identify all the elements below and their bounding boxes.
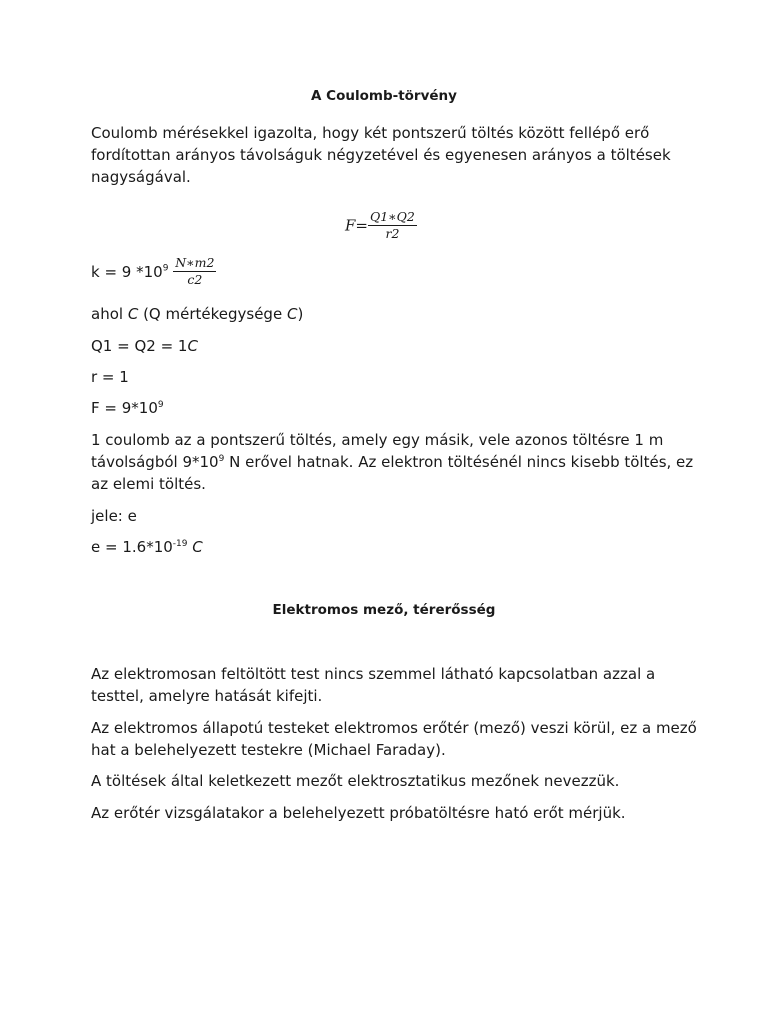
- ahol-pre: ahol: [91, 305, 128, 323]
- f-line: [91, 399, 164, 417]
- intro-line-2: fordítottan arányos távolságuk négyzetével és egyenesen arányos a töltések: [91, 146, 671, 164]
- intro-line-3: nagyságával.: [91, 168, 191, 186]
- formula-lhs: F=: [345, 216, 368, 235]
- ahol-unit-c2: C: [286, 305, 298, 323]
- ahol-mid: (Q mértékegysége: [138, 305, 287, 323]
- q-line: [91, 337, 198, 355]
- e-text: e = 1.6*10: [91, 538, 173, 556]
- p1-line-2: testtel, amelyre hatását kifejti.: [91, 687, 323, 705]
- intro-line-1: Coulomb mérésekkel igazolta, hogy két pontszerű töltés között fellépő erő: [91, 124, 650, 142]
- coulomb-def-line-1: 1 coulomb az a pontszerű töltés, amely egy másik, vele azonos töltésre 1 m: [91, 431, 664, 449]
- p4-line: Az erőtér vizsgálatakor a belehelyezett próbatöltésre ható erőt mérjük.: [91, 804, 626, 822]
- f-text: F = 9*10: [91, 399, 158, 417]
- p2-line-1: Az elektromos állapotú testeket elektromos erőtér (mező) veszi körül, ez a mező: [91, 719, 697, 737]
- formula-numerator: Q1∗Q2: [368, 210, 417, 226]
- coulomb-def-line-3: az elemi töltés.: [91, 475, 206, 493]
- ahol-line: [91, 305, 303, 323]
- def-l2b: N erővel hatnak. Az elektron töltésénél nincs kisebb töltés, ez: [224, 453, 694, 471]
- e-exponent: -19: [172, 539, 188, 549]
- p2-line-2: hat a belehelyezett testekre (Michael Faraday).: [91, 741, 446, 759]
- p3-line: A töltések által keletkezett mezőt elektrosztatikus mezőnek nevezzük.: [91, 772, 620, 790]
- formula-denominator: r2: [385, 226, 400, 242]
- def-l2a: távolságból 9*10: [91, 453, 219, 471]
- jele-line: jele: e: [91, 507, 137, 525]
- q-text: Q1 = Q2 = 1: [91, 337, 188, 355]
- ahol-unit-c1: C: [127, 305, 139, 323]
- k-prefix: k = 9 *10: [91, 262, 163, 281]
- r-line: r = 1: [91, 368, 129, 386]
- def-l2-exponent: 9: [218, 454, 225, 464]
- p1-line-1: Az elektromosan feltöltött test nincs szemmel látható kapcsolatban azzal a: [91, 665, 656, 683]
- k-unit-fraction: [173, 256, 216, 288]
- coulomb-def-line-2: [91, 453, 693, 471]
- k-exponent: 9: [162, 263, 169, 274]
- k-unit-denominator: c2: [187, 272, 203, 288]
- coulomb-formula: [345, 210, 417, 242]
- q-unit: C: [187, 337, 198, 355]
- k-unit-numerator: N∗m2: [173, 256, 216, 272]
- section-title-coulomb: A Coulomb-törvény: [311, 88, 457, 104]
- formula-fraction: [368, 210, 417, 242]
- section-title-elektromos-mezo: Elektromos mező, térerősség: [272, 602, 496, 618]
- k-constant-line: [91, 256, 216, 288]
- ahol-post: ): [297, 305, 304, 323]
- e-line: [91, 538, 203, 556]
- f-exponent: 9: [157, 400, 164, 410]
- e-unit: C: [187, 538, 203, 556]
